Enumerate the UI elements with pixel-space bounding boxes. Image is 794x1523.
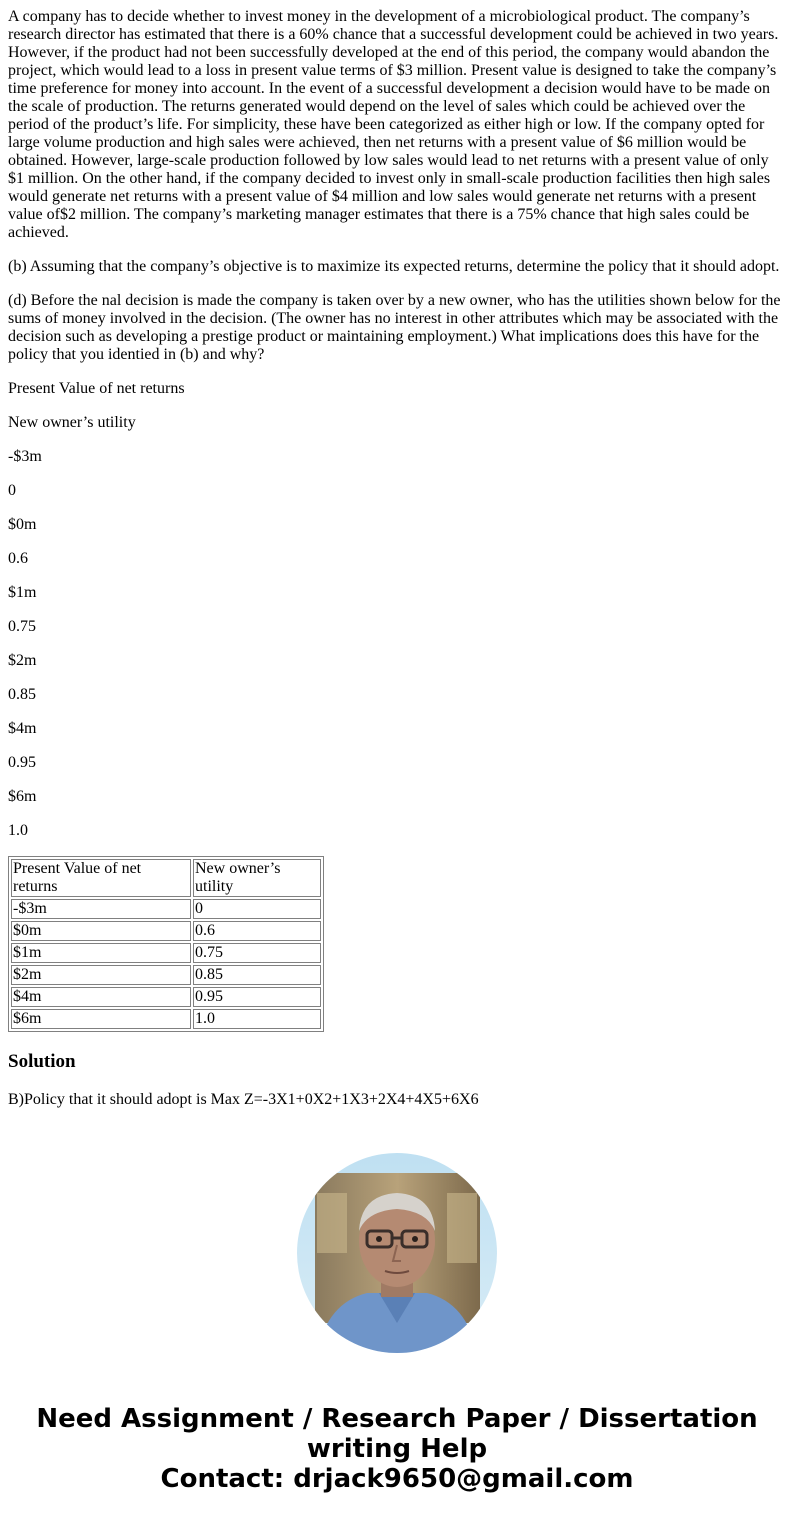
footer-line: writing Help [306, 1434, 488, 1464]
table-cell: 0.6 [193, 921, 321, 941]
plain-list-item: $4m [8, 720, 37, 737]
plain-list-item: -$3m [8, 448, 42, 465]
table-row [11, 943, 321, 963]
table-row [11, 899, 321, 919]
table-cell: -$3m [11, 899, 191, 919]
table-cell: 0.95 [193, 987, 321, 1007]
plain-list-item: New owner’s utility [8, 414, 136, 431]
author-avatar [297, 1153, 497, 1353]
table-header-cell: Present Value of net returns [11, 859, 191, 897]
plain-list-item: $1m [8, 584, 37, 601]
table-row [11, 921, 321, 941]
plain-list-item: 0.6 [8, 550, 28, 567]
solution-text: B)Policy that it should adopt is Max Z=-3X1+0X2+1X3+2X4+4X5+6X6 [8, 1091, 479, 1108]
table-cell: $0m [11, 921, 191, 941]
solution-heading: Solution [8, 1051, 76, 1072]
table-cell: 0.85 [193, 965, 321, 985]
contact-footer [0, 1404, 794, 1494]
table-cell: 0 [193, 899, 321, 919]
table-cell: 0.75 [193, 943, 321, 963]
table-cell: $6m [11, 1009, 191, 1029]
table-cell: $4m [11, 987, 191, 1007]
question-part-b: (b) Assuming that the company’s objective is to maximize its expected returns, determine the policy that it should adopt. [8, 258, 780, 275]
question-intro: A company has to decide whether to invest money in the development of a microbiological product. The company’s research director has estimated that there is a 60% chance that a successful development could be achieved in two years. However, if the product had not been successfully developed at the end of this period, the company would abandon the project, which would lead to a loss in present value terms of $3 million. Present value is designed to take the company’s time preference for money into account. In the event of a successful development a decision would have to be made on the scale of production. The returns generated would depend on the level of sales which could be achieved over the period of the product’s life. For simplicity, these have been categorized as either high or low. If the company opted for large volume production and high sales were achieved, then net returns with a present value of $6 million would be obtained. However, large-scale production followed by low sales would lead to net returns with a present value of only $1 million. On the other hand, if the company decided to invest only in small-scale production facilities then high sales would generate net returns with a present value of $4 million and low sales would generate net returns with a present value of$2 million. The company’s marketing manager estimates that there is a 75% chance that high sales could be achieved. [8, 8, 779, 241]
table-cell: 1.0 [193, 1009, 321, 1029]
table-row [11, 987, 321, 1007]
plain-list-item: $2m [8, 652, 37, 669]
footer-contact-email: Contact: drjack9650@gmail.com [160, 1464, 634, 1494]
plain-value-list [8, 380, 786, 840]
plain-list-item: $6m [8, 788, 37, 805]
table-row [11, 1009, 321, 1029]
plain-list-item: 0 [8, 482, 16, 499]
plain-list-item: Present Value of net returns [8, 380, 185, 397]
table-header-row [11, 859, 321, 897]
plain-list-item: 1.0 [8, 822, 28, 839]
plain-list-item: 0.95 [8, 754, 36, 771]
table-cell: $1m [11, 943, 191, 963]
question-part-d: (d) Before the nal decision is made the company is taken over by a new owner, who has the utilities shown below for the sums of money involved in the decision. (The owner has no interest in other attributes which may be associated with the decision such as developing a prestige product or maintaining employment.) What implications does this have for the policy that you identied in (b) and why? [8, 292, 781, 363]
utility-table [8, 856, 324, 1032]
table-header-cell: New owner’s utility [193, 859, 321, 897]
plain-list-item: $0m [8, 516, 37, 533]
plain-list-item: 0.75 [8, 618, 36, 635]
author-portrait-image [297, 1153, 497, 1353]
plain-list-item: 0.85 [8, 686, 36, 703]
table-cell: $2m [11, 965, 191, 985]
footer-line: Need Assignment / Research Paper / Dissertation [36, 1404, 758, 1434]
table-row [11, 965, 321, 985]
